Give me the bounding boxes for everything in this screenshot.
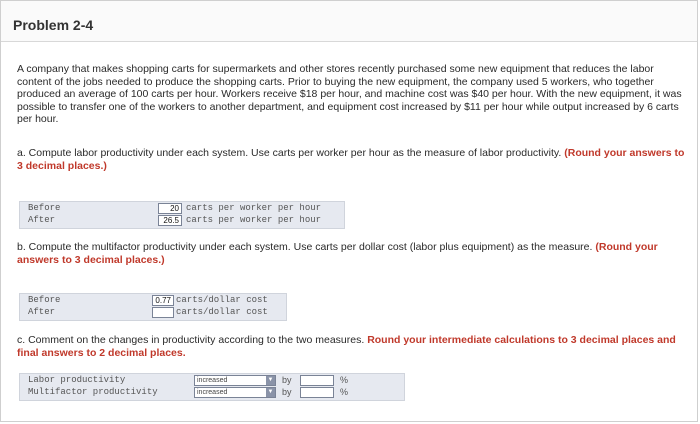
part-c-prompt: c. Comment on the changes in productivity according to the two measures. (17, 334, 365, 346)
row-label: Before (28, 295, 61, 305)
row-label: Multifactor productivity (28, 387, 158, 397)
row-label: After (28, 307, 56, 317)
row-label: After (28, 215, 56, 225)
percent-label: % (340, 387, 349, 397)
problem-statement: A company that makes shopping carts for supermarkets and other stores recently purchased some new equipment that reduces the labor content of the jobs needed to produce the shopping carts. Prior to buying the new equipment, the company used 5 workers, who together produced an average of 100 carts per hour. Workers receive $18 per hour, and machine cost was $40 per hour. With the new equipment, it was possible to transfer one of the workers to another department, and equipment cost increased by $11 per hour while output increased by 6 carts per hour. (17, 63, 682, 125)
select-value: increased (197, 389, 228, 396)
labor-after-input[interactable]: 26.5 (158, 215, 182, 226)
row-label: Before (28, 203, 61, 213)
part-c-question (17, 334, 685, 359)
chevron-down-icon[interactable]: ▼ (267, 389, 274, 395)
multifactor-change-select[interactable] (194, 387, 276, 398)
chevron-down-icon[interactable]: ▼ (267, 377, 274, 383)
part-b-row-after (20, 306, 286, 319)
labor-before-input[interactable]: 20 (158, 203, 182, 214)
multifactor-change-input[interactable] (300, 387, 334, 398)
part-c-table (19, 373, 405, 401)
part-b-instruction: (Round your answers to 3 decimal places.) (17, 241, 658, 266)
part-a-prompt: a. Compute labor productivity under each system. Use carts per worker per hour as the measure of labor productivity. (17, 147, 562, 159)
title-bar (1, 1, 697, 42)
part-b-question (17, 241, 685, 266)
part-b-prompt: b. Compute the multifactor productivity under each system. Use carts per dollar cost (labor plus equipment) as the measure. (17, 241, 593, 253)
row-label: Labor productivity (28, 375, 126, 385)
select-value: increased (197, 377, 228, 384)
page-title: Problem 2-4 (13, 17, 94, 33)
row-unit: carts per worker per hour (186, 203, 322, 213)
by-label: by (282, 375, 292, 385)
multifactor-before-input[interactable]: 0.77 (152, 295, 174, 306)
percent-label: % (340, 375, 349, 385)
row-unit: carts per worker per hour (186, 215, 322, 225)
by-label: by (282, 387, 292, 397)
multifactor-after-input[interactable] (152, 307, 174, 318)
part-a-table (19, 201, 345, 229)
part-a-question (17, 147, 685, 172)
labor-change-input[interactable] (300, 375, 334, 386)
row-unit: carts/dollar cost (176, 295, 268, 305)
part-a-row-after (20, 214, 344, 227)
row-unit: carts/dollar cost (176, 307, 268, 317)
part-c-instruction: Round your intermediate calculations to 3 decimal places and final answers to 2 decimal places. (17, 334, 676, 359)
part-a-instruction: (Round your answers to 3 decimal places.) (17, 147, 685, 172)
part-b-table (19, 293, 287, 321)
labor-change-select[interactable] (194, 375, 276, 386)
part-c-row-multifactor (20, 386, 404, 399)
